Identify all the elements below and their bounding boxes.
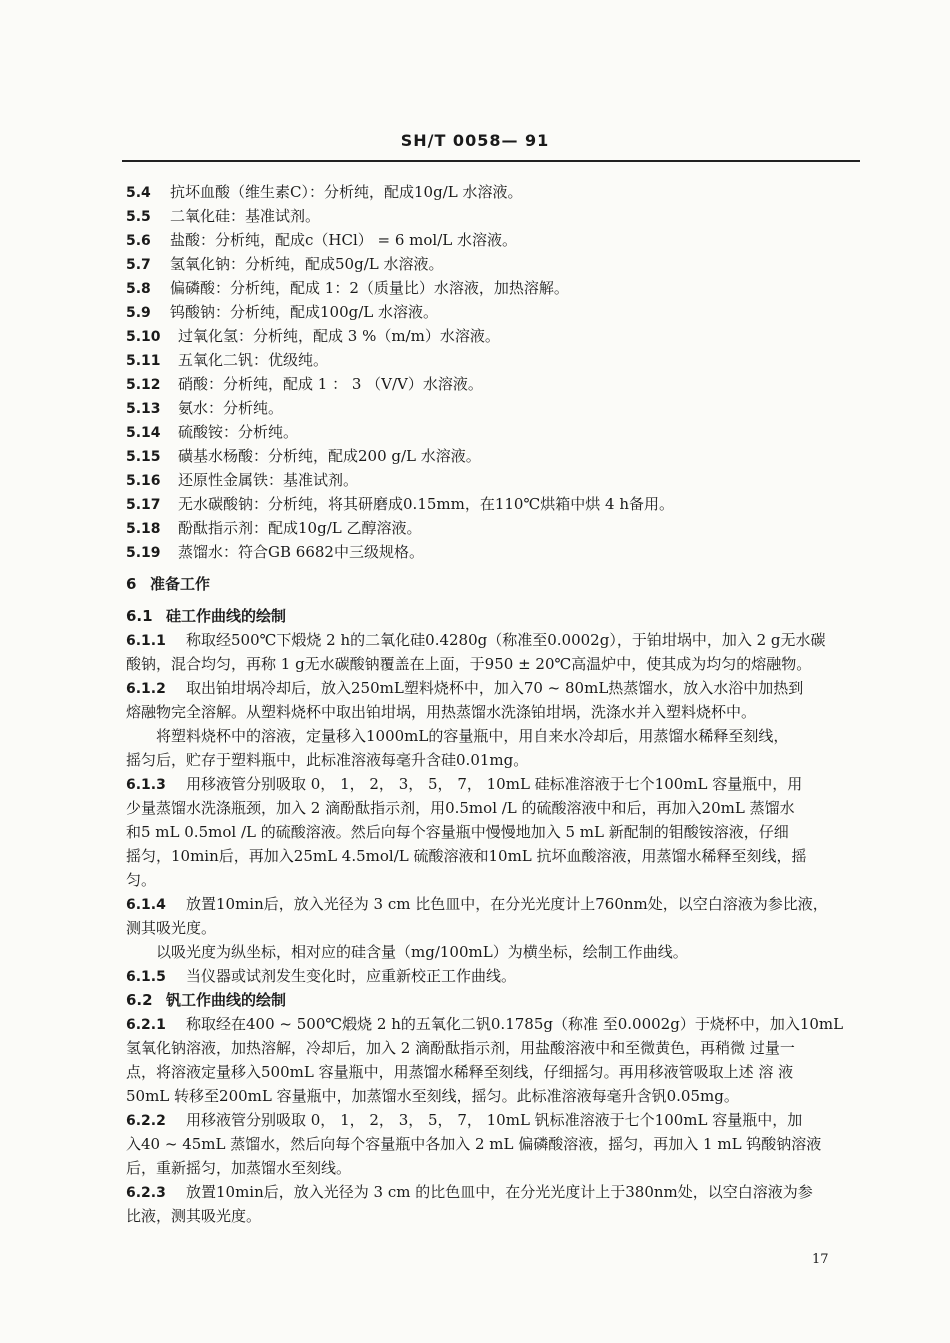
clause-number: 6.2.3 (126, 1185, 166, 1201)
clause-number: 5.13 (126, 401, 161, 417)
paragraph-line (126, 1180, 862, 1204)
paragraph-text: 和5 mL 0.5mol /L 的硫酸溶液。然后向每个容量瓶中慢慢地加入 5 mL 新配制的钼酸铵溶液，仔细 (126, 823, 789, 841)
clause-text: 氢氧化钠：分析纯，配成50g/L 水溶液。 (170, 255, 444, 273)
paragraph-line (126, 1108, 862, 1132)
clause-number: 5.8 (126, 281, 151, 297)
clause-text: 硫酸铵：分析纯。 (178, 423, 299, 441)
paragraph-line (126, 844, 862, 868)
clause-number: 5.4 (126, 185, 151, 201)
standard-code-header: SH/T 0058— 91 (400, 131, 550, 150)
paragraph-text: 测其吸光度。 (126, 919, 217, 937)
clause-text: 五氧化二钒：优级纯。 (178, 351, 329, 369)
paragraph-text: 放置10min后，放入光径为 3 cm 的比色皿中，在分光光度计上于380nm处，以空白溶液为参 (186, 1183, 813, 1201)
paragraph-text: 称取经在400 ~ 500℃煅烧 2 h的五氧化二钒0.1785g（称准 至0.0002g）于烧杯中，加入10mL (186, 1015, 844, 1033)
clause-number: 5.16 (126, 473, 161, 489)
list-item (126, 516, 862, 540)
page-number: 17 (812, 1252, 829, 1267)
paragraph-line (126, 1060, 862, 1084)
clause-text: 酚酞指示剂：配成10g/L 乙醇溶液。 (178, 519, 422, 537)
paragraph-text: 比液，测其吸光度。 (126, 1207, 262, 1225)
clause-text: 二氧化硅：基准试剂。 (170, 207, 321, 225)
paragraph-text: 用移液管分别吸取 0， 1， 2， 3， 5， 7， 10mL 钒标准溶液于七个100mL 容量瓶中，加 (186, 1111, 803, 1129)
document-body (126, 180, 862, 1228)
header-rule (122, 160, 860, 162)
paragraph-line (126, 796, 862, 820)
paragraph-text: 50mL 转移至200mL 容量瓶中，加蒸馏水至刻线，摇匀。此标准溶液每毫升含钒0.05mg。 (126, 1087, 739, 1105)
section-heading (126, 572, 862, 596)
clause-number: 6.1.3 (126, 777, 166, 793)
clause-number: 6.1.2 (126, 681, 166, 697)
clause-number: 6.2.1 (126, 1017, 166, 1033)
clause-text: 偏磷酸：分析纯，配成 1：2（质量比）水溶液，加热溶解。 (170, 279, 569, 297)
list-item (126, 228, 862, 252)
paragraph-line (126, 1084, 862, 1108)
paragraph-line (126, 1204, 862, 1228)
clause-number: 5.19 (126, 545, 161, 561)
clause-text: 硝酸：分析纯，配成 1 ： 3 （V/V）水溶液。 (178, 375, 483, 393)
clause-text: 抗坏血酸（维生素C）：分析纯，配成10g/L 水溶液。 (170, 183, 523, 201)
subsection-heading (126, 988, 862, 1012)
paragraph-text: 熔融物完全溶解。从塑料烧杯中取出铂坩埚，用热蒸馏水洗涤铂坩埚，洗涤水并入塑料烧杯中。 (126, 703, 757, 721)
list-item (126, 180, 862, 204)
clause-text: 过氧化氢：分析纯，配成 3 %（m/m）水溶液。 (178, 327, 500, 345)
list-item (126, 276, 862, 300)
paragraph-line (126, 1012, 862, 1036)
paragraph-line (126, 1156, 862, 1180)
clause-number: 6.1.4 (126, 897, 166, 913)
list-item (126, 420, 862, 444)
paragraph-text: 少量蒸馏水洗涤瓶颈，加入 2 滴酚酞指示剂，用0.5mol /L 的硫酸溶液中和后，再加入20mL 蒸馏水 (126, 799, 795, 817)
section-number: 6 (126, 575, 137, 593)
list-item (126, 444, 862, 468)
clause-text: 蒸馏水：符合GB 6682中三级规格。 (178, 543, 424, 561)
paragraph-line (126, 892, 862, 916)
paragraph-line (126, 652, 862, 676)
clause-number: 5.6 (126, 233, 151, 249)
subsection-heading (126, 604, 862, 628)
paragraph-text: 后，重新摇匀，加蒸馏水至刻线。 (126, 1159, 352, 1177)
list-item (126, 324, 862, 348)
clause-text: 盐酸：分析纯，配成c（HCl） = 6 mol/L 水溶液。 (170, 231, 518, 249)
paragraph-text: 取出铂坩埚冷却后，放入250mL塑料烧杯中，加入70 ~ 80mL热蒸馏水，放入水浴中加热到 (186, 679, 804, 697)
subsection-number: 6.1 (126, 607, 153, 625)
section-title: 准备工作 (150, 575, 211, 593)
list-item (126, 300, 862, 324)
paragraph-text: 氢氧化钠溶液，加热溶解，冷却后，加入 2 滴酚酞指示剂，用盐酸溶液中和至微黄色，再稍微 过量一 (126, 1039, 795, 1057)
clause-number: 5.12 (126, 377, 161, 393)
clause-number: 5.14 (126, 425, 161, 441)
paragraph-line (126, 916, 862, 940)
paragraph-line (126, 964, 862, 988)
paragraph-line (126, 1036, 862, 1060)
paragraph-text: 匀。 (126, 871, 157, 889)
clause-number: 5.10 (126, 329, 161, 345)
paragraph-text: 称取经500℃下煅烧 2 h的二氧化硅0.4280g（称准至0.0002g），于铂坩埚中，加入 2 g无水碳 (186, 631, 826, 649)
paragraph-text: 摇匀后，贮存于塑料瓶中，此标准溶液每毫升含硅0.01mg。 (126, 751, 529, 769)
paragraph-text: 当仪器或试剂发生变化时，应重新校正工作曲线。 (186, 967, 517, 985)
paragraph-line (126, 1132, 862, 1156)
clause-text: 磺基水杨酸：分析纯，配成200 g/L 水溶液。 (178, 447, 481, 465)
paragraph-line (126, 772, 862, 796)
clause-number: 5.18 (126, 521, 161, 537)
paragraph-text: 用移液管分别吸取 0， 1， 2， 3， 5， 7， 10mL 硅标准溶液于七个100mL 容量瓶中，用 (186, 775, 803, 793)
clause-number: 5.7 (126, 257, 151, 273)
list-item (126, 348, 862, 372)
paragraph-text: 点，将溶液定量移入500mL 容量瓶中，用蒸馏水稀释至刻线，仔细摇匀。再用移液管吸取上述 溶 液 (126, 1063, 794, 1081)
clause-text: 钨酸钠：分析纯，配成100g/L 水溶液。 (170, 303, 439, 321)
clause-number: 5.9 (126, 305, 151, 321)
paragraph-line (126, 868, 862, 892)
paragraph-line (126, 724, 862, 748)
clause-text: 氨水：分析纯。 (178, 399, 284, 417)
paragraph-text: 酸钠，混合均匀，再称 1 g无水碳酸钠覆盖在上面，于950 ± 20℃高温炉中，使其成为均匀的熔融物。 (126, 655, 812, 673)
list-item (126, 252, 862, 276)
list-item (126, 204, 862, 228)
paragraph-line (126, 940, 862, 964)
clause-number: 5.5 (126, 209, 151, 225)
clause-text: 无水碳酸钠：分析纯，将其研磨成0.15mm，在110℃烘箱中烘 4 h备用。 (178, 495, 674, 513)
list-item (126, 396, 862, 420)
paragraph-line (126, 676, 862, 700)
clause-number: 5.11 (126, 353, 161, 369)
reagent-list (126, 180, 862, 564)
paragraph-text: 入40 ~ 45mL 蒸馏水，然后向每个容量瓶中各加入 2 mL 偏磷酸溶液，摇匀，再加入 1 mL 钨酸钠溶液 (126, 1135, 822, 1153)
list-item (126, 540, 862, 564)
paragraph-text: 以吸光度为纵坐标，相对应的硅含量（mg/100mL）为横坐标，绘制工作曲线。 (156, 943, 688, 961)
clause-number: 6.2.2 (126, 1113, 166, 1129)
paragraph-line (126, 820, 862, 844)
clause-number: 6.1.1 (126, 633, 166, 649)
subsection-title: 硅工作曲线的绘制 (166, 607, 287, 625)
clause-number: 6.1.5 (126, 969, 166, 985)
clause-text: 还原性金属铁：基准试剂。 (178, 471, 359, 489)
clause-number: 5.17 (126, 497, 161, 513)
list-item (126, 372, 862, 396)
clause-number: 5.15 (126, 449, 161, 465)
list-item (126, 492, 862, 516)
paragraph-text: 摇匀，10min后，再加入25mL 4.5mol/L 硫酸溶液和10mL 抗坏血酸溶液，用蒸馏水稀释至刻线，摇 (126, 847, 807, 865)
paragraph-line (126, 628, 862, 652)
paragraph-line (126, 700, 862, 724)
subsection-number: 6.2 (126, 991, 153, 1009)
subsection-title: 钒工作曲线的绘制 (166, 991, 287, 1009)
paragraph-text: 放置10min后，放入光径为 3 cm 比色皿中，在分光光度计上760nm处，以空白溶液为参比液， (186, 895, 828, 913)
paragraph-line (126, 748, 862, 772)
paragraph-text: 将塑料烧杯中的溶液，定量移入1000mL的容量瓶中，用自来水冷却后，用蒸馏水稀释至刻线， (156, 727, 789, 745)
list-item (126, 468, 862, 492)
